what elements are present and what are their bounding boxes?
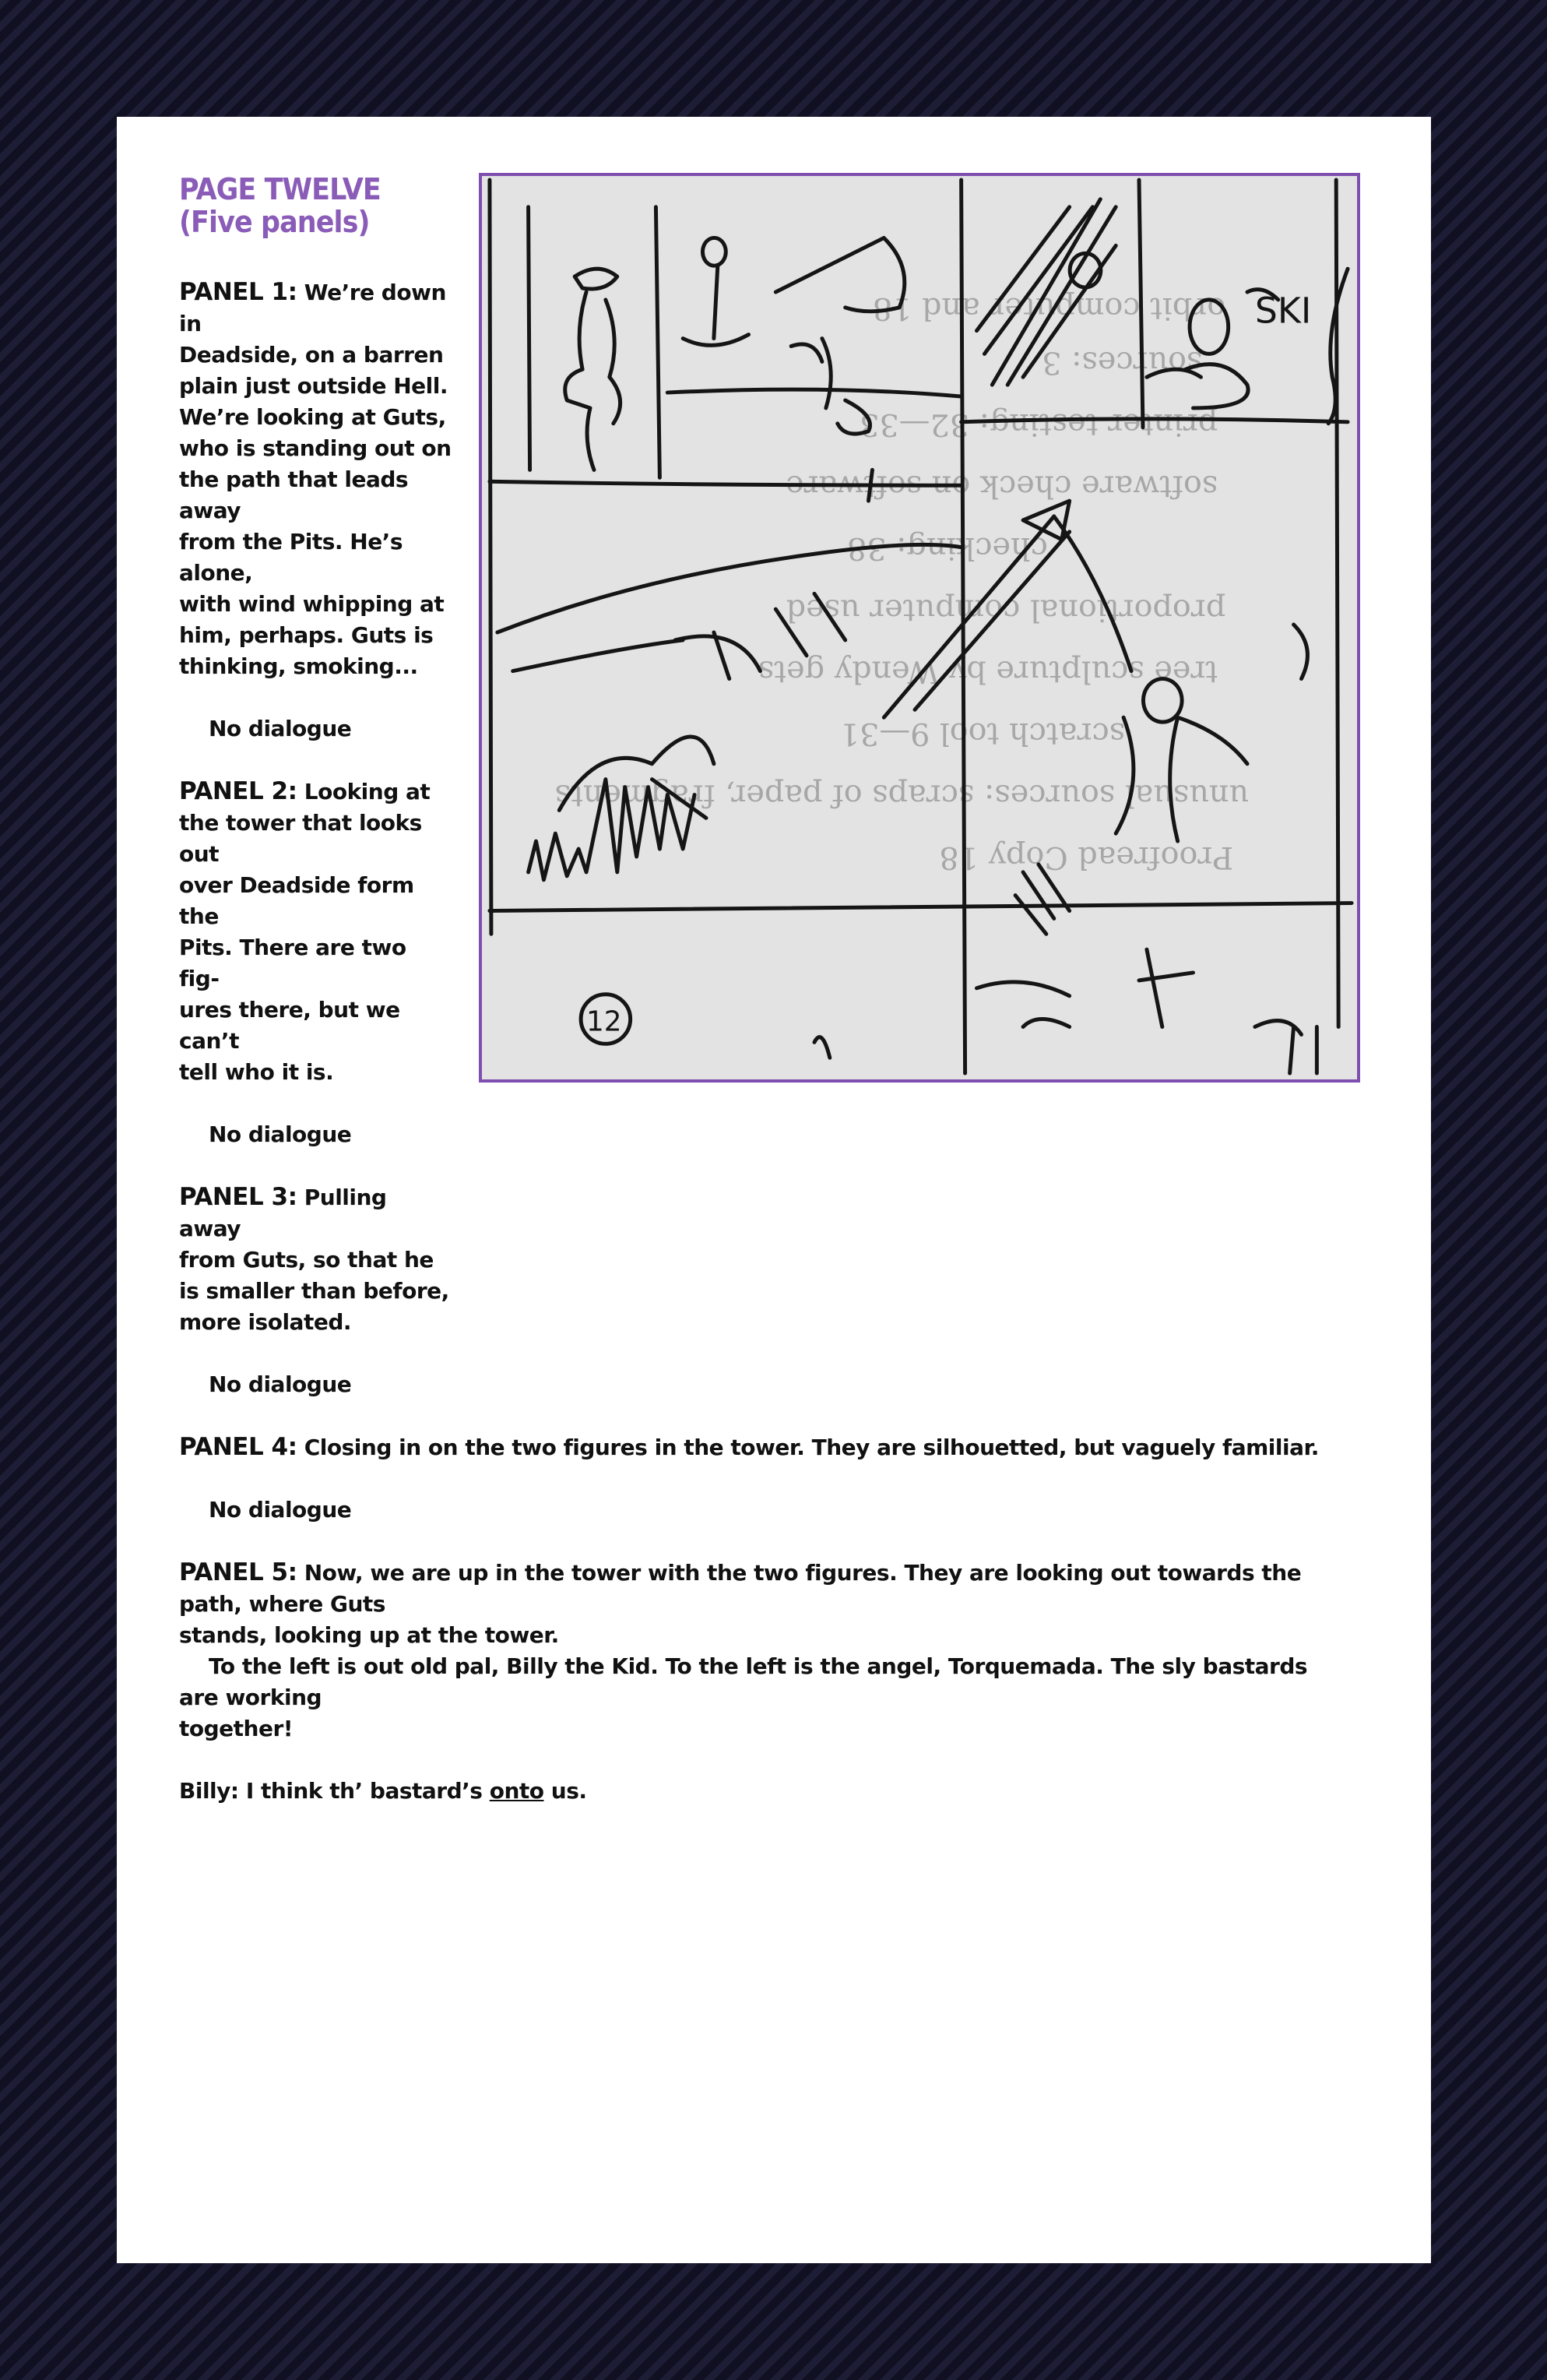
panel-5-dialogue — [179, 1776, 1347, 1807]
panel-text-line: with wind whipping at — [179, 591, 445, 617]
panel-text-line: Deadside, on a barren — [179, 342, 444, 368]
sketch-stroke — [702, 238, 726, 266]
show-through-text: orbit computer and 18 — [872, 290, 1226, 326]
panel-text-line: tell who it is. — [179, 1059, 334, 1085]
panel-4-description — [179, 1431, 1347, 1463]
panel-2-description — [179, 776, 452, 1088]
dialogue-emphasis: onto — [489, 1778, 544, 1804]
page-title-line: PAGE TWELVE — [179, 172, 381, 206]
panel-text-line: over Deadside form the — [179, 872, 414, 929]
panel-2-dialogue: No dialogue — [209, 1121, 352, 1147]
panel-3-dialogue: No dialogue — [209, 1371, 352, 1397]
panel-text-line: To the left is out old pal, Billy the Kid. To the left is the angel, Torquemada. The sly bastards are working — [179, 1653, 1308, 1710]
panel-text-line: the path that leads away — [179, 466, 409, 523]
show-through-text: Proofread Copy 18 — [939, 840, 1234, 876]
panel-1-dialogue: No dialogue — [209, 716, 352, 741]
show-through-text: printer testing: 32—33 — [860, 406, 1218, 442]
panel-text-line: Pits. There are two fig- — [179, 935, 406, 991]
dialogue-text-end: us. — [543, 1778, 587, 1804]
panel-text-line: together! — [179, 1716, 294, 1741]
panel-text-line: thinking, smoking... — [179, 653, 418, 679]
panel-text-line: Pulling away — [179, 1185, 387, 1241]
show-through-text: unusual sources: scraps of paper, fragments — [554, 777, 1249, 814]
panel-label: PANEL 2: — [179, 777, 297, 805]
panel-label: PANEL 4: — [179, 1433, 297, 1461]
page-title — [179, 173, 381, 238]
panel-text-line: Now, we are up in the tower with the two figures. They are looking out towards the path, where Guts — [179, 1560, 1302, 1617]
panel-3-description — [179, 1181, 452, 1338]
sketch-page-number: 12 — [586, 1005, 622, 1038]
show-through-text: scratch tool 9—31 — [839, 716, 1126, 752]
panel-text-line: We’re looking at Guts, — [179, 404, 446, 430]
show-through-text: software check on software — [786, 468, 1218, 505]
panel-1-description — [179, 276, 452, 682]
panel-text-line: from Guts, so that he — [179, 1247, 434, 1273]
panel-text-line: We’re down in — [179, 280, 446, 336]
panel-4-dialogue: No dialogue — [209, 1497, 352, 1523]
show-through-text: checking: 38 — [846, 530, 1048, 566]
panel-label: PANEL 3: — [179, 1183, 297, 1211]
panel-text-line: from the Pits. He’s alone, — [179, 529, 403, 586]
dialogue-text: Billy: I think th’ bastard’s — [179, 1778, 490, 1804]
panel-label: PANEL 1: — [179, 278, 297, 306]
script-body — [179, 276, 1347, 1807]
panel-text-line: who is standing out on — [179, 435, 452, 461]
show-through-text: sources: 3 — [1042, 344, 1203, 381]
panel-text-line: the tower that looks out — [179, 810, 422, 867]
panel-text-line: him, perhaps. Guts is — [179, 622, 434, 648]
panel-text-line: Looking at — [304, 779, 431, 804]
sketch-scribble-text: SKI — [1254, 290, 1312, 332]
panel-text-line: stands, looking up at the tower. — [179, 1622, 559, 1648]
panel-label: PANEL 5: — [179, 1558, 297, 1586]
panel-text-line: plain just outside Hell. — [179, 373, 448, 399]
panel-5-description — [179, 1557, 1347, 1745]
panel-count: (Five panels) — [179, 205, 370, 239]
show-through-text: proportional computer used — [786, 592, 1226, 628]
script-page — [117, 117, 1431, 2263]
panel-text: Closing in on the two figures in the tower. They are silhouetted, but vaguely familiar. — [304, 1435, 1319, 1460]
panel-text-line: more isolated. — [179, 1309, 352, 1335]
show-through-text: tree sculpture by Wendy gets — [758, 653, 1218, 690]
panel-text-line: ures there, but we can’t — [179, 997, 400, 1054]
panel-text-line: is smaller than before, — [179, 1278, 449, 1304]
